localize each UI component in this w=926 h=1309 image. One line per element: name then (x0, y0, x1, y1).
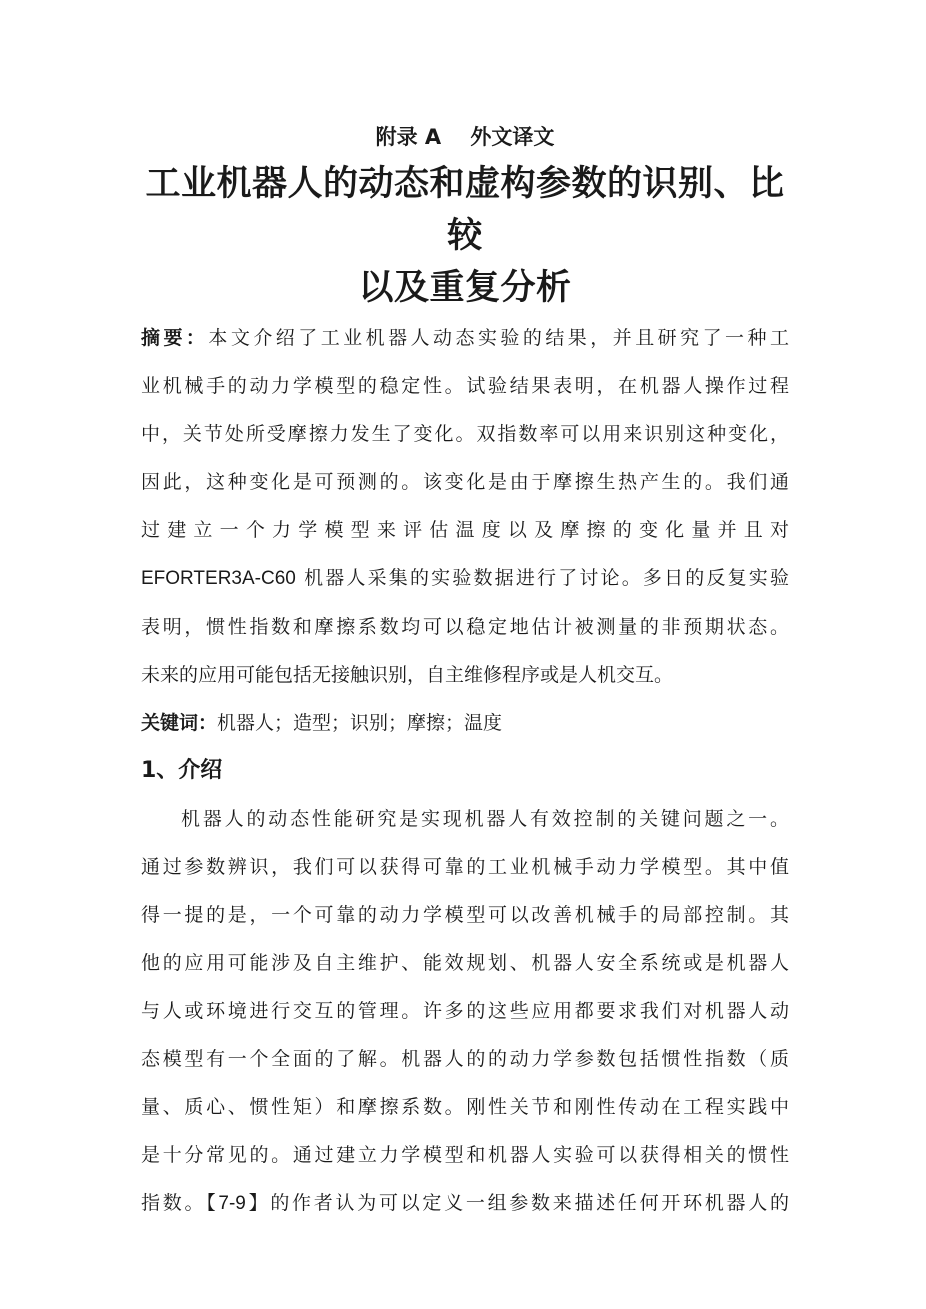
paper-title-line-1: 工业机器人的动态和虚构参数的识别、比较 (145, 163, 785, 256)
abstract-text: 本文介绍了工业机器人动态实验的结果，并且研究了一种工 (208, 327, 789, 349)
body-line: 他的应用可能涉及自主维护、能效规划、机器人安全系统或是机器人 (141, 952, 789, 974)
robot-model: EFORTER3A-C60 (141, 568, 296, 589)
abstract-line: 未来的应用可能包括无接触识别，自主维修程序或是人机交互。 (141, 664, 674, 686)
citation-ref: 【7-9】 (206, 1193, 271, 1214)
body-line (141, 1179, 789, 1228)
appendix-heading: 附录 A 外文译文 (375, 125, 555, 149)
abstract-line: 因此，这种变化是可预测的。该变化是由于摩擦生热产生的。我们通 (141, 471, 789, 493)
abstract-line: 表明，惯性指数和摩擦系数均可以稳定地估计被测量的非预期状态。 (141, 616, 789, 638)
body-line: 是十分常见的。通过建立力学模型和机器人实验可以获得相关的惯性 (141, 1144, 789, 1166)
abstract-text: 机器人采集的实验数据进行了讨论。多日的反复实验 (304, 567, 789, 589)
abstract-line (141, 554, 789, 603)
section-heading-introduction: 1、介绍 (141, 758, 223, 783)
abstract-label: 摘要： (141, 327, 209, 349)
keywords (141, 699, 789, 747)
document-page (141, 116, 789, 1228)
introduction-body (141, 795, 789, 1228)
body-line: 机器人的动态性能研究是实现机器人有效控制的关键问题之一。 (181, 808, 789, 830)
body-line: 态模型有一个全面的了解。机器人的的动力学参数包括惯性指数（质 (141, 1048, 789, 1070)
paper-title (141, 158, 789, 314)
body-text: 指数。 (141, 1192, 207, 1214)
paper-title-line-2: 以及重复分析 (358, 267, 572, 308)
abstract-line: 过建立一个力学模型来评估温度以及摩擦的变化量并且对 (141, 519, 789, 541)
abstract-line: 业机械手的动力学模型的稳定性。试验结果表明，在机器人操作过程 (141, 375, 789, 397)
body-text: 的作者认为可以定义一组参数来描述任何开环机器人的 (270, 1192, 789, 1214)
body-line: 得一提的是，一个可靠的动力学模型可以改善机械手的局部控制。其 (141, 904, 789, 926)
body-line: 通过参数辨识，我们可以获得可靠的工业机械手动力学模型。其中值 (141, 856, 789, 878)
keywords-text: 机器人；造型；识别；摩擦；温度 (217, 712, 503, 734)
body-line: 与人或环境进行交互的管理。许多的这些应用都要求我们对机器人动 (141, 1000, 789, 1022)
body-line: 量、质心、惯性矩）和摩擦系数。刚性关节和刚性传动在工程实践中 (141, 1096, 789, 1118)
keywords-label: 关键词： (141, 712, 218, 734)
abstract-line (141, 314, 789, 362)
abstract-line: 中，关节处所受摩擦力发生了变化。双指数率可以用来识别这种变化， (141, 423, 789, 445)
abstract (141, 314, 789, 699)
